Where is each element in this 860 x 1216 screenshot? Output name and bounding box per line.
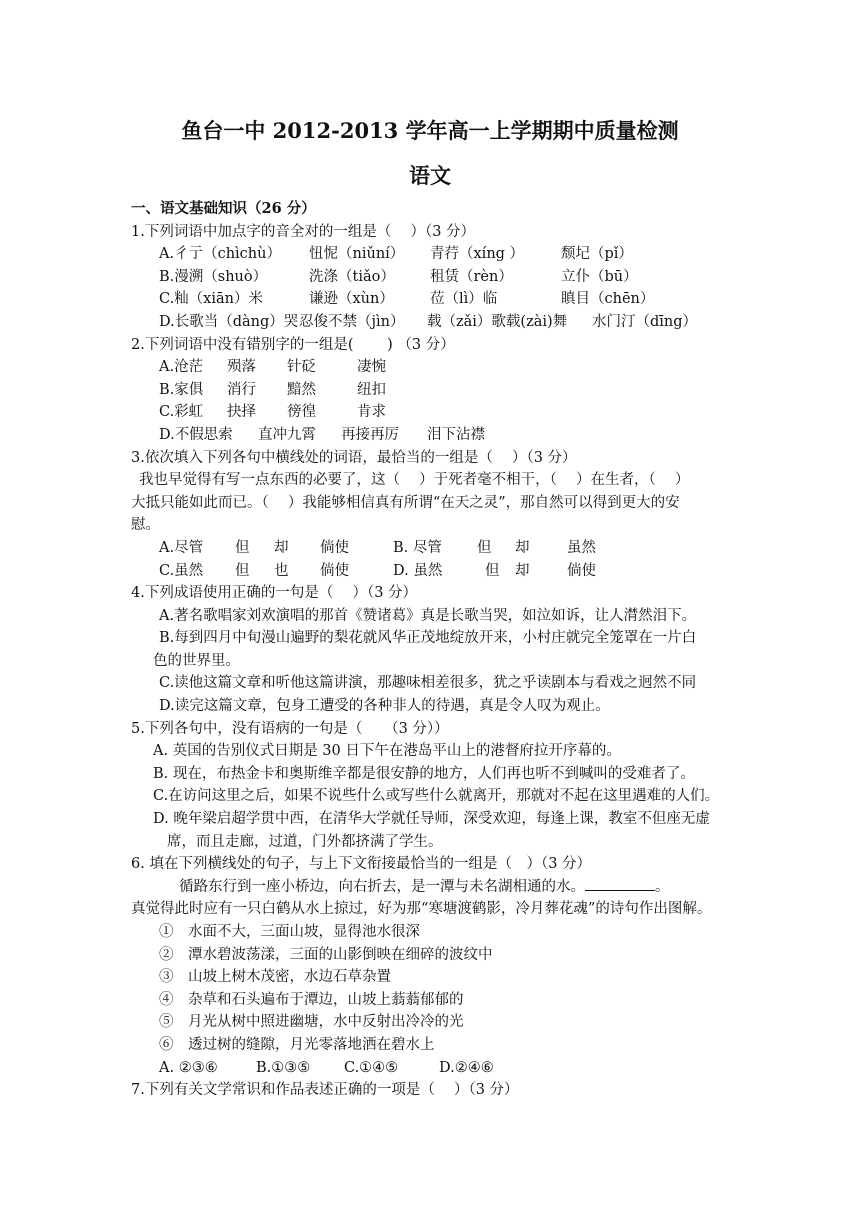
q1-a-2: 忸怩（niǔní）: [309, 246, 405, 263]
subject-title: 语文: [409, 163, 451, 188]
q6-item-1: ① 水面不大，三面山坡，显得池水很深: [159, 924, 420, 940]
q2-c-2: 抉择: [227, 404, 256, 421]
q3-a-3: 却: [274, 539, 289, 556]
q6-item-4: ④ 杂草和石头遍布于潭边，山坡上蓊蓊郁郁的: [159, 991, 464, 1008]
q2-stem: 2.下列词语中没有错别字的一组是( ) （3 分）: [131, 336, 455, 353]
q3-d-2: 但: [485, 562, 500, 579]
q1-a-1: A.彳亍（chìchù）: [159, 246, 281, 263]
q2-option-c: [131, 401, 733, 424]
section-heading: 一、语文基础知识（26 分）: [131, 200, 316, 217]
q3-passage-line2: 大抵只能如此而已。（ ）我能够相信真有所谓“在天之灵”，那自然可以得到更大的安: [131, 494, 680, 511]
q5-option-a: A. 英国的告别仪式日期是 30 日下午在港岛平山上的港督府拉开序幕的。: [153, 743, 621, 760]
q2-b-2: 消行: [227, 381, 256, 398]
q6-passage-text: 循路东行到一座小桥边，向右折去，是一潭与未名湖相通的水。: [179, 878, 585, 895]
q1-c-4: 瞋目（chēn）: [561, 291, 655, 308]
q2-a-2: 殒落: [227, 359, 256, 376]
q1-stem: 1.下列词语中加点字的音全对的一组是（ ）（3 分）: [131, 223, 476, 240]
q6-passage-end: 。: [655, 878, 670, 895]
q6-options: [131, 1057, 733, 1080]
exam-title: 鱼台一中 2012-2013 学年高一上学期期中质量检测: [181, 118, 679, 143]
q1-b-1: B.漫溯（shuò）: [159, 268, 268, 285]
q1-b-4: 立仆（bū）: [561, 268, 638, 285]
q7-stem: 7.下列有关文学常识和作品表述正确的一项是（ ）（3 分）: [131, 1082, 519, 1099]
q2-d-1: D.不假思索: [159, 426, 233, 443]
q3-options-cd: [131, 560, 733, 583]
q2-option-b: [131, 379, 733, 402]
q3-b-1: B. 尽管: [393, 539, 442, 556]
q1-c-1: C.籼（xiān）米: [159, 291, 263, 308]
q2-a-3: 针砭: [287, 359, 316, 376]
q1-b-3: 租赁（rèn）: [430, 268, 513, 285]
q1-option-c: [131, 288, 733, 311]
q2-c-4: 肯求: [357, 404, 386, 421]
q5-option-c: C.在访问这里之后，如果不说些什么或写些什么就离开，那就对不起在这里遇难的人们。: [153, 788, 720, 805]
q2-option-a: [131, 356, 733, 379]
q6-item-5: ⑤ 月光从树中照进幽塘，水中反射出冷冷的光: [159, 1014, 464, 1031]
q3-a-2: 但: [235, 539, 250, 556]
q2-b-4: 纽扣: [357, 381, 386, 398]
q1-option-a: [131, 243, 733, 266]
q1-d-2: 忍俊不禁（jìn）: [299, 313, 405, 330]
q3-c-1: C.虽然: [159, 562, 204, 579]
q6-option-a: A. ②③⑥: [159, 1059, 218, 1076]
q2-b-1: B.家俱: [159, 381, 204, 398]
q5-option-d-line1: D. 晚年梁启超学贯中西，在清华大学就任导师，深受欢迎，每逢上课，教室不但座无虚: [153, 811, 710, 828]
q5-stem: 5.下列各句中，没有语病的一句是（ （3 分））: [131, 720, 449, 737]
q6-stem: 6. 填在下列横线处的句子，与上下文衔接最恰当的一组是（ ）（3 分）: [131, 856, 592, 873]
q2-c-3: 徬徨: [287, 404, 316, 421]
q3-c-3: 也: [274, 562, 289, 579]
q3-d-4: 倘使: [567, 562, 596, 579]
q1-a-4: 颓圮（pǐ）: [561, 246, 633, 263]
q4-option-c: C.读他这篇文章和听他这篇讲演，那趣味相差很多，犹之乎读剧本与看戏之迥然不同: [159, 675, 697, 692]
q3-c-4: 倘使: [320, 562, 349, 579]
q6-option-b: B.①③⑤: [256, 1059, 311, 1076]
q2-a-4: 凄惋: [357, 359, 386, 376]
q4-option-b-line1: B.每到四月中旬漫山遍野的梨花就风华正茂地绽放开来，小村庄就完全笼罩在一片白: [159, 630, 697, 647]
q1-c-3: 莅（lì）临: [430, 291, 498, 308]
q1-d-3: 载（zǎi）歌载(zài)舞: [427, 313, 568, 330]
q6-blank: [585, 876, 655, 891]
q6-item-2: ② 潭水碧波荡漾，三面的山影倒映在细碎的波纹中: [159, 946, 493, 963]
q4-option-b-line2: 色的世界里。: [153, 652, 240, 669]
q3-a-1: A.尽管: [159, 539, 204, 556]
q1-d-1: D.长歌当（dàng）哭: [159, 313, 299, 330]
exam-content: [131, 198, 733, 1102]
q3-b-4: 虽然: [567, 539, 596, 556]
q6-passage-line2: 真觉得此时应有一只白鹤从水上掠过，好为那“寒塘渡鹤影，冷月葬花魂”的诗句作出图解。: [131, 901, 712, 918]
q2-d-4: 泪下沾襟: [427, 426, 485, 443]
q1-b-2: 洗涤（tiǎo）: [309, 268, 395, 285]
q6-item-6: ⑥ 透过树的缝隙，月光零落地洒在碧水上: [159, 1036, 435, 1053]
q3-a-4: 倘使: [320, 539, 349, 556]
q6-passage-line1: [131, 876, 733, 899]
q2-d-2: 直冲九霄: [258, 426, 316, 443]
q1-d-4: 水门汀（dīng）: [592, 313, 698, 330]
q2-option-d: [131, 424, 733, 447]
q3-passage-line1: 我也早觉得有写一点东西的必要了，这（ ）于死者毫不相干，（ ）在生者，（ ）: [139, 472, 690, 489]
q2-a-1: A.沧茫: [159, 359, 204, 376]
q6-option-d: D.②④⑥: [439, 1059, 494, 1076]
q2-b-3: 黯然: [287, 381, 316, 398]
q3-d-3: 却: [515, 562, 530, 579]
q5-option-b: B. 现在，布热金卡和奥斯维辛都是很安静的地方，人们再也听不到喊叫的受难者了。: [153, 765, 695, 782]
q2-c-1: C.彩虹: [159, 404, 204, 421]
q3-b-2: 但: [477, 539, 492, 556]
q3-options-ab: [131, 537, 733, 560]
q4-stem: 4.下列成语使用正确的一句是（ ）（3 分）: [131, 585, 418, 602]
q3-stem: 3.依次填入下列各句中横线处的词语，最恰当的一组是（ ）（3 分）: [131, 449, 577, 466]
q5-option-d-line2: 席，而且走廊，过道，门外都挤满了学生。: [167, 833, 443, 850]
q4-option-d: D.读完这篇文章，包身工遭受的各种非人的待遇，真是令人叹为观止。: [159, 698, 610, 715]
q6-item-3: ③ 山坡上树木茂密，水边石草杂置: [159, 969, 391, 986]
q3-d-1: D. 虽然: [393, 562, 443, 579]
q1-a-3: 青荇（xíng ）: [430, 246, 525, 263]
q1-c-2: 谦逊（xùn）: [309, 291, 394, 308]
q1-option-b: [131, 266, 733, 289]
q1-option-d: [131, 311, 733, 334]
q3-c-2: 但: [235, 562, 250, 579]
q6-option-c: C.①④⑤: [344, 1059, 399, 1076]
q3-passage-line3: 慰。: [131, 517, 160, 534]
q4-option-a: A.著名歌唱家刘欢演唱的那首《赞诸葛》真是长歌当哭，如泣如诉，让人潸然泪下。: [159, 607, 697, 624]
q3-b-3: 却: [515, 539, 530, 556]
q2-d-3: 再接再厉: [341, 426, 399, 443]
